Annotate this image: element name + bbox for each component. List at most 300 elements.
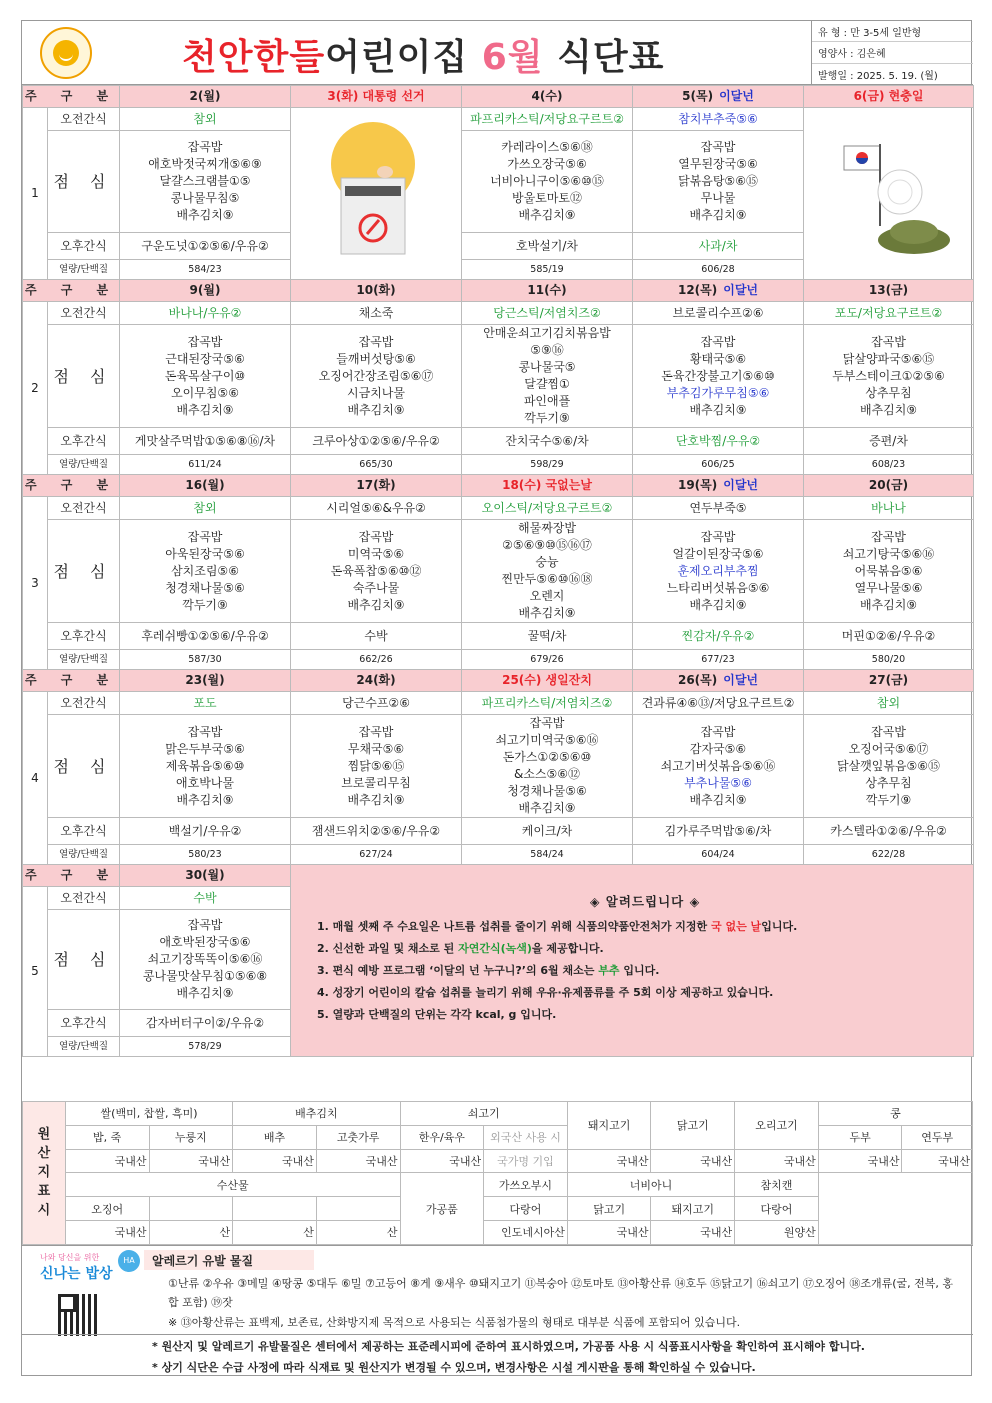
lunch-item: 오징어간장조림⑤⑥⑰ — [318, 368, 434, 383]
notice-text: 3. 편식 예방 프로그램 ‘이달의 넌 누구니?’의 6월 채소는 — [317, 964, 599, 977]
lunch-row — [23, 520, 974, 623]
pm-cell: 찐감자/우유② — [633, 623, 804, 650]
origin-sub: 밥, 죽 — [65, 1125, 149, 1149]
date-text: 11(수) — [527, 283, 567, 297]
pm-row — [23, 428, 974, 455]
lunch-item: 감자국⑤⑥ — [689, 741, 747, 756]
allergy-note: ※ ⑬아황산류는 표백제, 보존료, 산화방지제 목적으로 사용되는 식품첨가물의 형태로 대부분 식품에 포함되어 있습니다. — [168, 1316, 741, 1329]
nutritionist: 영양사 : 김은혜 — [812, 42, 973, 63]
kcal-cell: 584/23 — [120, 260, 291, 280]
lunch-item: 배추김치⑨ — [689, 402, 747, 417]
pm-cell: 호박설기/차 — [462, 233, 633, 260]
lunch-item: 애호박젓국찌개⑤⑥⑨ — [148, 157, 262, 171]
lunch-item: 부추김가루무침⑤⑥ — [666, 385, 770, 400]
am-label: 오전간식 — [48, 302, 120, 325]
day-date — [120, 280, 291, 302]
lunch-cell — [804, 520, 974, 623]
origin-head: 콩 — [818, 1102, 972, 1126]
lunch-item: 콩나물국⑤ — [518, 360, 576, 374]
lunch-item: 무나물 — [700, 191, 736, 205]
origin-sub: 다랑어 — [735, 1197, 819, 1221]
lunch-item: 쇠고기장똑똑이⑤⑥⑯ — [147, 952, 263, 966]
lunch-item: 가쓰오장국⑤⑥ — [507, 157, 587, 171]
hana-badge-icon: HA Na — [118, 1250, 140, 1272]
lunch-cell — [291, 715, 462, 818]
am-cell: 채소죽 — [291, 302, 462, 325]
lunch-item: 배추김치⑨ — [518, 606, 576, 620]
week-header-row — [23, 86, 974, 108]
lunch-item: 배추김치⑨ — [689, 208, 747, 222]
month-veg-tag: 이달넌 — [719, 89, 754, 103]
date-text: 9(월) — [189, 283, 221, 297]
lunch-item: 아욱된장국⑤⑥ — [165, 546, 245, 561]
origin-value: 국내산 — [735, 1149, 819, 1173]
footer-note: * 원산지 및 알레르기 유발물질은 센터에서 제공하는 표준레시피에 준하여 표시하였으며, 가공품 사용 시 식품표시사항을 확인하여 표시해야 합니다. — [152, 1340, 865, 1353]
am-cell: 수박 — [120, 887, 291, 910]
notice-text: 자연간식(녹색) — [458, 942, 532, 955]
kcal-cell: 611/24 — [120, 455, 291, 475]
lunch-item: 잡곡밥 — [187, 140, 223, 154]
lunch-label: 점 심 — [48, 131, 120, 233]
lunch-item: 시금치나물 — [347, 385, 405, 400]
lunch-cell — [120, 910, 291, 1010]
notice-text: 2. 신선한 과일 및 채소로 된 — [317, 942, 459, 955]
origin-value: 국내산 — [400, 1149, 484, 1173]
origin-value: 국내산 — [65, 1220, 149, 1244]
origin-head: 돼지고기 — [567, 1102, 651, 1150]
lunch-item: 해물짜장밥 — [518, 521, 576, 535]
lunch-item: 찜닭⑤⑥⑮ — [347, 758, 405, 773]
lunch-cell — [633, 715, 804, 818]
notice-line — [317, 960, 973, 982]
lunch-item: 황태국⑤⑥ — [689, 351, 747, 366]
origin-value: 원양산 — [735, 1220, 819, 1244]
origin-head: 가공품 — [400, 1173, 484, 1244]
lunch-item: 잡곡밥 — [871, 724, 906, 739]
day-date — [120, 865, 291, 887]
lunch-item: 돈육목살구이⑩ — [164, 368, 246, 383]
lunch-item: 깍두기⑨ — [182, 597, 228, 612]
day-date — [462, 475, 633, 497]
notice-text: 국 없는 날 — [711, 920, 762, 933]
lunch-item: 배추김치⑨ — [347, 597, 405, 612]
lunch-row — [23, 325, 974, 428]
lunch-item: 제육볶음⑤⑥⑩ — [165, 758, 245, 773]
kcal-cell: 584/24 — [462, 845, 633, 865]
menu-sheet — [21, 20, 972, 1376]
am-cell: 참외 — [120, 497, 291, 520]
brand-logo: 나와 당신을 위한 신나는 밥상 — [28, 1252, 138, 1332]
info-box — [811, 21, 973, 85]
lunch-item: 쇠고기미역국⑤⑥⑯ — [495, 733, 599, 747]
lunch-item: 청경채나물⑤⑥ — [507, 784, 587, 798]
notice-line — [317, 938, 973, 960]
week-label: 주 구 분 — [23, 865, 120, 887]
lunch-item: 잡곡밥 — [871, 334, 906, 349]
date-text: 17(화) — [356, 478, 396, 492]
lunch-item: 잡곡밥 — [358, 529, 394, 544]
lunch-row — [23, 715, 974, 818]
election-illustration — [291, 108, 462, 280]
origin-value: 국내산 — [567, 1220, 651, 1244]
kcal-label: 열량/단백질 — [48, 455, 120, 475]
lunch-item: 훈제오리부추찜 — [677, 563, 759, 578]
origin-sub: 두부 — [818, 1125, 902, 1149]
date-text: 24(화) — [356, 673, 396, 687]
pm-label: 오후간식 — [48, 1010, 120, 1037]
page-title: 천안한들어린이집 6월 식단표 — [182, 37, 665, 78]
origin-head: 너비아니 — [567, 1173, 734, 1197]
origin-head: 가쓰오부시 — [484, 1173, 568, 1197]
week-number: 1 — [23, 108, 48, 280]
origin-value: 국가명 기입 — [484, 1149, 568, 1173]
date-text: 6(금) 현충일 — [853, 89, 924, 103]
origin-value: 국내산 — [902, 1149, 973, 1173]
header — [22, 21, 973, 85]
origin-sub: 누룽지 — [149, 1125, 233, 1149]
lunch-item: 잡곡밥 — [358, 334, 394, 349]
origin-head: 배추김치 — [233, 1102, 400, 1126]
am-cell: 연두부죽⑤ — [633, 497, 804, 520]
origin-value: 국내산 — [567, 1149, 651, 1173]
lunch-item: 깍두기⑨ — [524, 411, 570, 425]
kcal-cell: 578/29 — [120, 1037, 291, 1057]
origin-sub: 외국산 사용 시 — [484, 1125, 568, 1149]
kcal-cell: 598/29 — [462, 455, 633, 475]
kcal-cell: 679/26 — [462, 650, 633, 670]
kcal-cell: 580/20 — [804, 650, 974, 670]
smile-icon — [53, 40, 79, 66]
am-cell: 바나나/우유② — [120, 302, 291, 325]
am-cell: 참외 — [120, 108, 291, 131]
origin-head: 닭고기 — [651, 1102, 735, 1150]
pm-cell: 크루아상①②⑤⑥/우유② — [291, 428, 462, 455]
footer-note: * 상기 식단은 수급 사정에 따라 식재료 및 원산지가 변경될 수 있으며, 변경사항은 시설 게시판을 통해 확인하실 수 있습니다. — [152, 1361, 756, 1374]
lunch-item: 잡곡밥 — [358, 724, 394, 739]
week-number: 5 — [23, 887, 48, 1057]
am-cell: 포도 — [120, 692, 291, 715]
lunch-item: 느타리버섯볶음⑤⑥ — [666, 580, 770, 595]
notice-text: 1. 매월 셋째 주 수요일은 나트륨 섭취를 줄이기 위해 식품의약품안전처가 지정한 — [317, 920, 712, 933]
date-text: 18(수) 국없는날 — [502, 478, 592, 492]
day-date — [462, 86, 633, 108]
lunch-item: 달걀찜① — [524, 377, 570, 391]
pm-cell: 사과/차 — [633, 233, 804, 260]
lunch-item: 돈육폭찹⑤⑥⑩⑫ — [330, 563, 422, 578]
date-text: 20(금) — [868, 478, 909, 492]
date-text: 5(목) — [682, 89, 714, 103]
qr-code-icon[interactable] — [58, 1294, 100, 1336]
date-text: 3(화) 대통령 선거 — [327, 89, 425, 103]
kcal-cell: 608/23 — [804, 455, 974, 475]
lunch-item: 상추무침 — [865, 775, 912, 790]
origin-head: 쇠고기 — [400, 1102, 567, 1126]
am-cell: 파프리카스틱/저염치즈② — [462, 692, 633, 715]
pm-cell: 증편/차 — [804, 428, 974, 455]
footer-notes — [22, 1334, 973, 1377]
date-text: 10(화) — [356, 283, 396, 297]
pm-cell: 잼샌드위치②⑤⑥/우유② — [291, 818, 462, 845]
lunch-item: 닭살양파국⑤⑥⑮ — [842, 351, 935, 366]
pm-row — [23, 623, 974, 650]
lunch-item: 잡곡밥 — [871, 529, 906, 544]
am-cell: 바나나 — [804, 497, 974, 520]
week-header-row — [23, 865, 974, 887]
pm-cell: 잔치국수⑤⑥/차 — [462, 428, 633, 455]
origin-sub: 다랑어 — [484, 1197, 568, 1221]
week-label: 주 구 분 — [23, 475, 120, 497]
lunch-item: 방울토마토⑫ — [512, 191, 582, 205]
week-label: 주 구 분 — [23, 86, 120, 108]
lunch-item: 들깨버섯탕⑤⑥ — [336, 351, 416, 366]
lunch-item: 열무된장국⑤⑥ — [678, 157, 758, 171]
lunch-cell — [804, 325, 974, 428]
day-date — [120, 670, 291, 692]
kcal-cell: 677/23 — [633, 650, 804, 670]
lunch-item: 어묵볶음⑤⑥ — [854, 563, 923, 578]
kcal-cell: 622/28 — [804, 845, 974, 865]
lunch-item: 청경채나물⑤⑥ — [165, 580, 245, 595]
origin-sub: 돼지고기 — [651, 1197, 735, 1221]
lunch-item: 배추김치⑨ — [347, 402, 405, 417]
origin-head: 쌀(백미, 찹쌀, 흑미) — [65, 1102, 232, 1126]
lunch-item: 잡곡밥 — [187, 724, 223, 739]
kcal-row — [23, 650, 974, 670]
lunch-label: 점 심 — [48, 520, 120, 623]
am-label: 오전간식 — [48, 887, 120, 910]
origin-side-label: 원산지표시 — [23, 1102, 66, 1245]
origin-value: 산 — [316, 1220, 400, 1244]
origin-value: 국내산 — [818, 1149, 902, 1173]
pm-row — [23, 818, 974, 845]
lunch-item: 근대된장국⑤⑥ — [165, 351, 245, 366]
origin-table — [22, 1101, 973, 1245]
origin-value: 국내산 — [233, 1149, 317, 1173]
lunch-item: 쇠고기버섯볶음⑤⑥⑯ — [660, 758, 776, 773]
date-text: 12(목) — [677, 283, 718, 297]
pm-cell: 단호박찜/우유② — [633, 428, 804, 455]
allergy-list: ①난류 ②우유 ③메밀 ④땅콩 ⑤대두 ⑥밀 ⑦고등어 ⑧게 ⑨새우 ⑩돼지고기 ⑪복숭아 ⑫토마토 ⑬아황산류 ⑭호두 ⑮닭고기 ⑯쇠고기 ⑰오징어 ⑱조개류(굴, 전복, 홍합 포함) ⑲잣 — [168, 1277, 954, 1309]
day-date — [120, 86, 291, 108]
am-cell: 시리얼⑤⑥&우유② — [291, 497, 462, 520]
week-number: 2 — [23, 302, 48, 475]
week-header-row — [23, 670, 974, 692]
lunch-item: 안매운쇠고기김치볶음밥 — [483, 326, 611, 340]
lunch-cell — [633, 325, 804, 428]
origin-head: 참치캔 — [735, 1173, 819, 1197]
lunch-item: 두부스테이크①②⑤⑥ — [832, 368, 945, 383]
am-cell: 파프리카스틱/저당요구르트② — [462, 108, 633, 131]
lunch-cell — [462, 131, 633, 233]
week-header-row — [23, 280, 974, 302]
notice-text: 부추 — [598, 964, 620, 977]
pm-cell: 케이크/차 — [462, 818, 633, 845]
origin-value: 산 — [233, 1220, 317, 1244]
pm-cell: 게맛살주먹밥①⑤⑥⑧⑯/차 — [120, 428, 291, 455]
lunch-item: 숭늉 — [535, 555, 559, 569]
origin-blank — [149, 1197, 233, 1221]
day-date — [462, 280, 633, 302]
notice-title: ◈ 알려드립니다 ◈ — [589, 894, 701, 909]
lunch-item: 닭볶음탕⑤⑥⑮ — [678, 174, 758, 188]
lunch-item: 콩나물맛살무침①⑤⑥⑧ — [142, 969, 268, 983]
am-cell: 당근스틱/저염치즈② — [462, 302, 633, 325]
origin-value: 국내산 — [651, 1149, 735, 1173]
lunch-item: 배추김치⑨ — [176, 402, 234, 417]
origin-blank — [818, 1173, 972, 1244]
lunch-item: 숙주나물 — [352, 580, 400, 595]
allergy-section — [22, 1245, 973, 1337]
lunch-item: 오이무침⑤⑥ — [171, 385, 239, 400]
day-date — [804, 670, 974, 692]
lunch-item: 브로콜리무침 — [341, 775, 411, 790]
kcal-cell: 662/26 — [291, 650, 462, 670]
origin-blank — [233, 1197, 317, 1221]
lunch-item: 배추김치⑨ — [859, 597, 918, 612]
lunch-cell — [462, 715, 633, 818]
lunch-item: 쇠고기탕국⑤⑥⑯ — [842, 546, 935, 561]
kcal-row — [23, 845, 974, 865]
origin-value: 국내산 — [316, 1149, 400, 1173]
date-text: 23(월) — [185, 673, 225, 687]
am-cell: 견과류④⑥⑬/저당요구르트② — [633, 692, 804, 715]
center-logo — [40, 27, 92, 79]
lunch-item: 배추김치⑨ — [176, 792, 234, 807]
date-text: 25(수) 생일잔치 — [502, 673, 592, 687]
lunch-item: 애호박된장국⑤⑥ — [159, 935, 251, 949]
lunch-cell — [120, 715, 291, 818]
lunch-item: 삼치조림⑤⑥ — [171, 563, 239, 578]
kcal-cell: 606/28 — [633, 260, 804, 280]
notice-text: 5. 열량과 단백질의 단위는 각각 kcal, g 입니다. — [317, 1008, 557, 1021]
lunch-cell — [633, 131, 804, 233]
pm-cell: 머핀①②⑥/우유② — [804, 623, 974, 650]
lunch-label: 점 심 — [48, 325, 120, 428]
pm-label: 오후간식 — [48, 623, 120, 650]
am-label: 오전간식 — [48, 692, 120, 715]
lunch-cell — [633, 520, 804, 623]
week-label: 주 구 분 — [23, 280, 120, 302]
am-cell: 참치부추죽⑤⑥ — [633, 108, 804, 131]
day-date — [633, 475, 804, 497]
notice-line — [317, 1004, 973, 1026]
day-date — [804, 475, 974, 497]
week-number: 3 — [23, 497, 48, 670]
am-row — [23, 497, 974, 520]
pm-cell: 김가루주먹밥⑤⑥/차 — [633, 818, 804, 845]
lunch-item: 배추김치⑨ — [689, 792, 747, 807]
pm-label: 오후간식 — [48, 818, 120, 845]
pm-label: 오후간식 — [48, 428, 120, 455]
kcal-label: 열량/단백질 — [48, 1037, 120, 1057]
notice-text: 을 제공합니다. — [531, 942, 604, 955]
origin-value: 국내산 — [651, 1220, 735, 1244]
am-cell: 당근수프②⑥ — [291, 692, 462, 715]
lunch-item: 달걀스크램블①⑤ — [159, 174, 251, 188]
notice-box — [291, 865, 974, 1057]
pm-cell: 카스텔라①②⑥/우유② — [804, 818, 974, 845]
lunch-item: &소스⑤⑥⑫ — [513, 767, 581, 781]
lunch-item: 콩나물무침⑤ — [170, 191, 240, 205]
lunch-item: 잡곡밥 — [187, 918, 223, 932]
week-header-row — [23, 475, 974, 497]
lunch-item: 닭살깻잎볶음⑤⑥⑮ — [836, 758, 941, 773]
lunch-item: 오징어국⑤⑥⑰ — [848, 741, 929, 756]
lunch-item: 상추무침 — [865, 385, 912, 400]
month-veg-tag: 이달넌 — [723, 478, 759, 492]
lunch-item: 배추김치⑨ — [518, 801, 576, 815]
lunch-item: 카레라이스⑤⑥⑱ — [501, 140, 593, 154]
lunch-item: 잡곡밥 — [700, 334, 736, 349]
day-date — [120, 475, 291, 497]
date-text: 16(월) — [185, 478, 225, 492]
lunch-item: 잡곡밥 — [529, 716, 565, 730]
lunch-cell — [291, 520, 462, 623]
pm-cell: 구운도넛①②⑤⑥/우유② — [120, 233, 291, 260]
origin-blank — [316, 1197, 400, 1221]
origin-sub: 한우/육우 — [400, 1125, 484, 1149]
day-date — [291, 86, 462, 108]
issue-date: 발행일 : 2025. 5. 19. (월) — [818, 70, 938, 82]
am-label: 오전간식 — [48, 497, 120, 520]
lunch-item: 잡곡밥 — [700, 140, 736, 154]
date-text: 4(수) — [531, 89, 563, 103]
lunch-item: ②⑤⑥⑨⑩⑮⑯⑰ — [502, 538, 592, 552]
lunch-cell — [291, 325, 462, 428]
lunch-item: 맑은두부국⑤⑥ — [165, 741, 245, 756]
lunch-item: 무채국⑤⑥ — [347, 741, 405, 756]
lunch-label: 점 심 — [48, 715, 120, 818]
am-cell: 포도/저당요구르트② — [804, 302, 974, 325]
lunch-item: 잡곡밥 — [187, 529, 223, 544]
lunch-item: 돈가스①②⑤⑥⑩ — [502, 750, 592, 764]
am-cell: 참외 — [804, 692, 974, 715]
origin-head: 수산물 — [65, 1173, 400, 1197]
kcal-cell: 665/30 — [291, 455, 462, 475]
kcal-label: 열량/단백질 — [48, 650, 120, 670]
week-label: 주 구 분 — [23, 670, 120, 692]
day-date — [804, 86, 974, 108]
date-text: 30(월) — [185, 868, 225, 882]
pm-label: 오후간식 — [48, 233, 120, 260]
am-row — [23, 108, 974, 131]
lunch-label: 점 심 — [48, 910, 120, 1010]
kcal-cell: 580/23 — [120, 845, 291, 865]
lunch-item: 잡곡밥 — [700, 724, 736, 739]
pm-cell: 감자버터구이②/우유② — [120, 1010, 291, 1037]
pm-cell: 백설기/우유② — [120, 818, 291, 845]
kcal-label: 열량/단백질 — [48, 260, 120, 280]
pm-cell: 후레쉬빵①②⑤⑥/우유② — [120, 623, 291, 650]
lunch-item: 잡곡밥 — [700, 529, 736, 544]
am-cell: 브로콜리수프②⑥ — [633, 302, 804, 325]
notice-text: 입니다. — [619, 964, 660, 977]
origin-value: 산 — [149, 1220, 233, 1244]
lunch-cell — [120, 520, 291, 623]
kcal-cell: 627/24 — [291, 845, 462, 865]
kcal-cell: 587/30 — [120, 650, 291, 670]
lunch-item: 오렌지 — [529, 589, 565, 603]
day-date — [633, 86, 804, 108]
lunch-item: 애호박나물 — [176, 775, 234, 790]
kcal-row — [23, 455, 974, 475]
notice-text: 입니다. — [761, 920, 798, 933]
origin-sub: 오징어 — [65, 1197, 149, 1221]
am-cell: 오이스틱/저당요구르트② — [462, 497, 633, 520]
pm-cell: 수박 — [291, 623, 462, 650]
month-veg-tag: 이달넌 — [723, 673, 759, 687]
lunch-item: 배추김치⑨ — [347, 792, 405, 807]
